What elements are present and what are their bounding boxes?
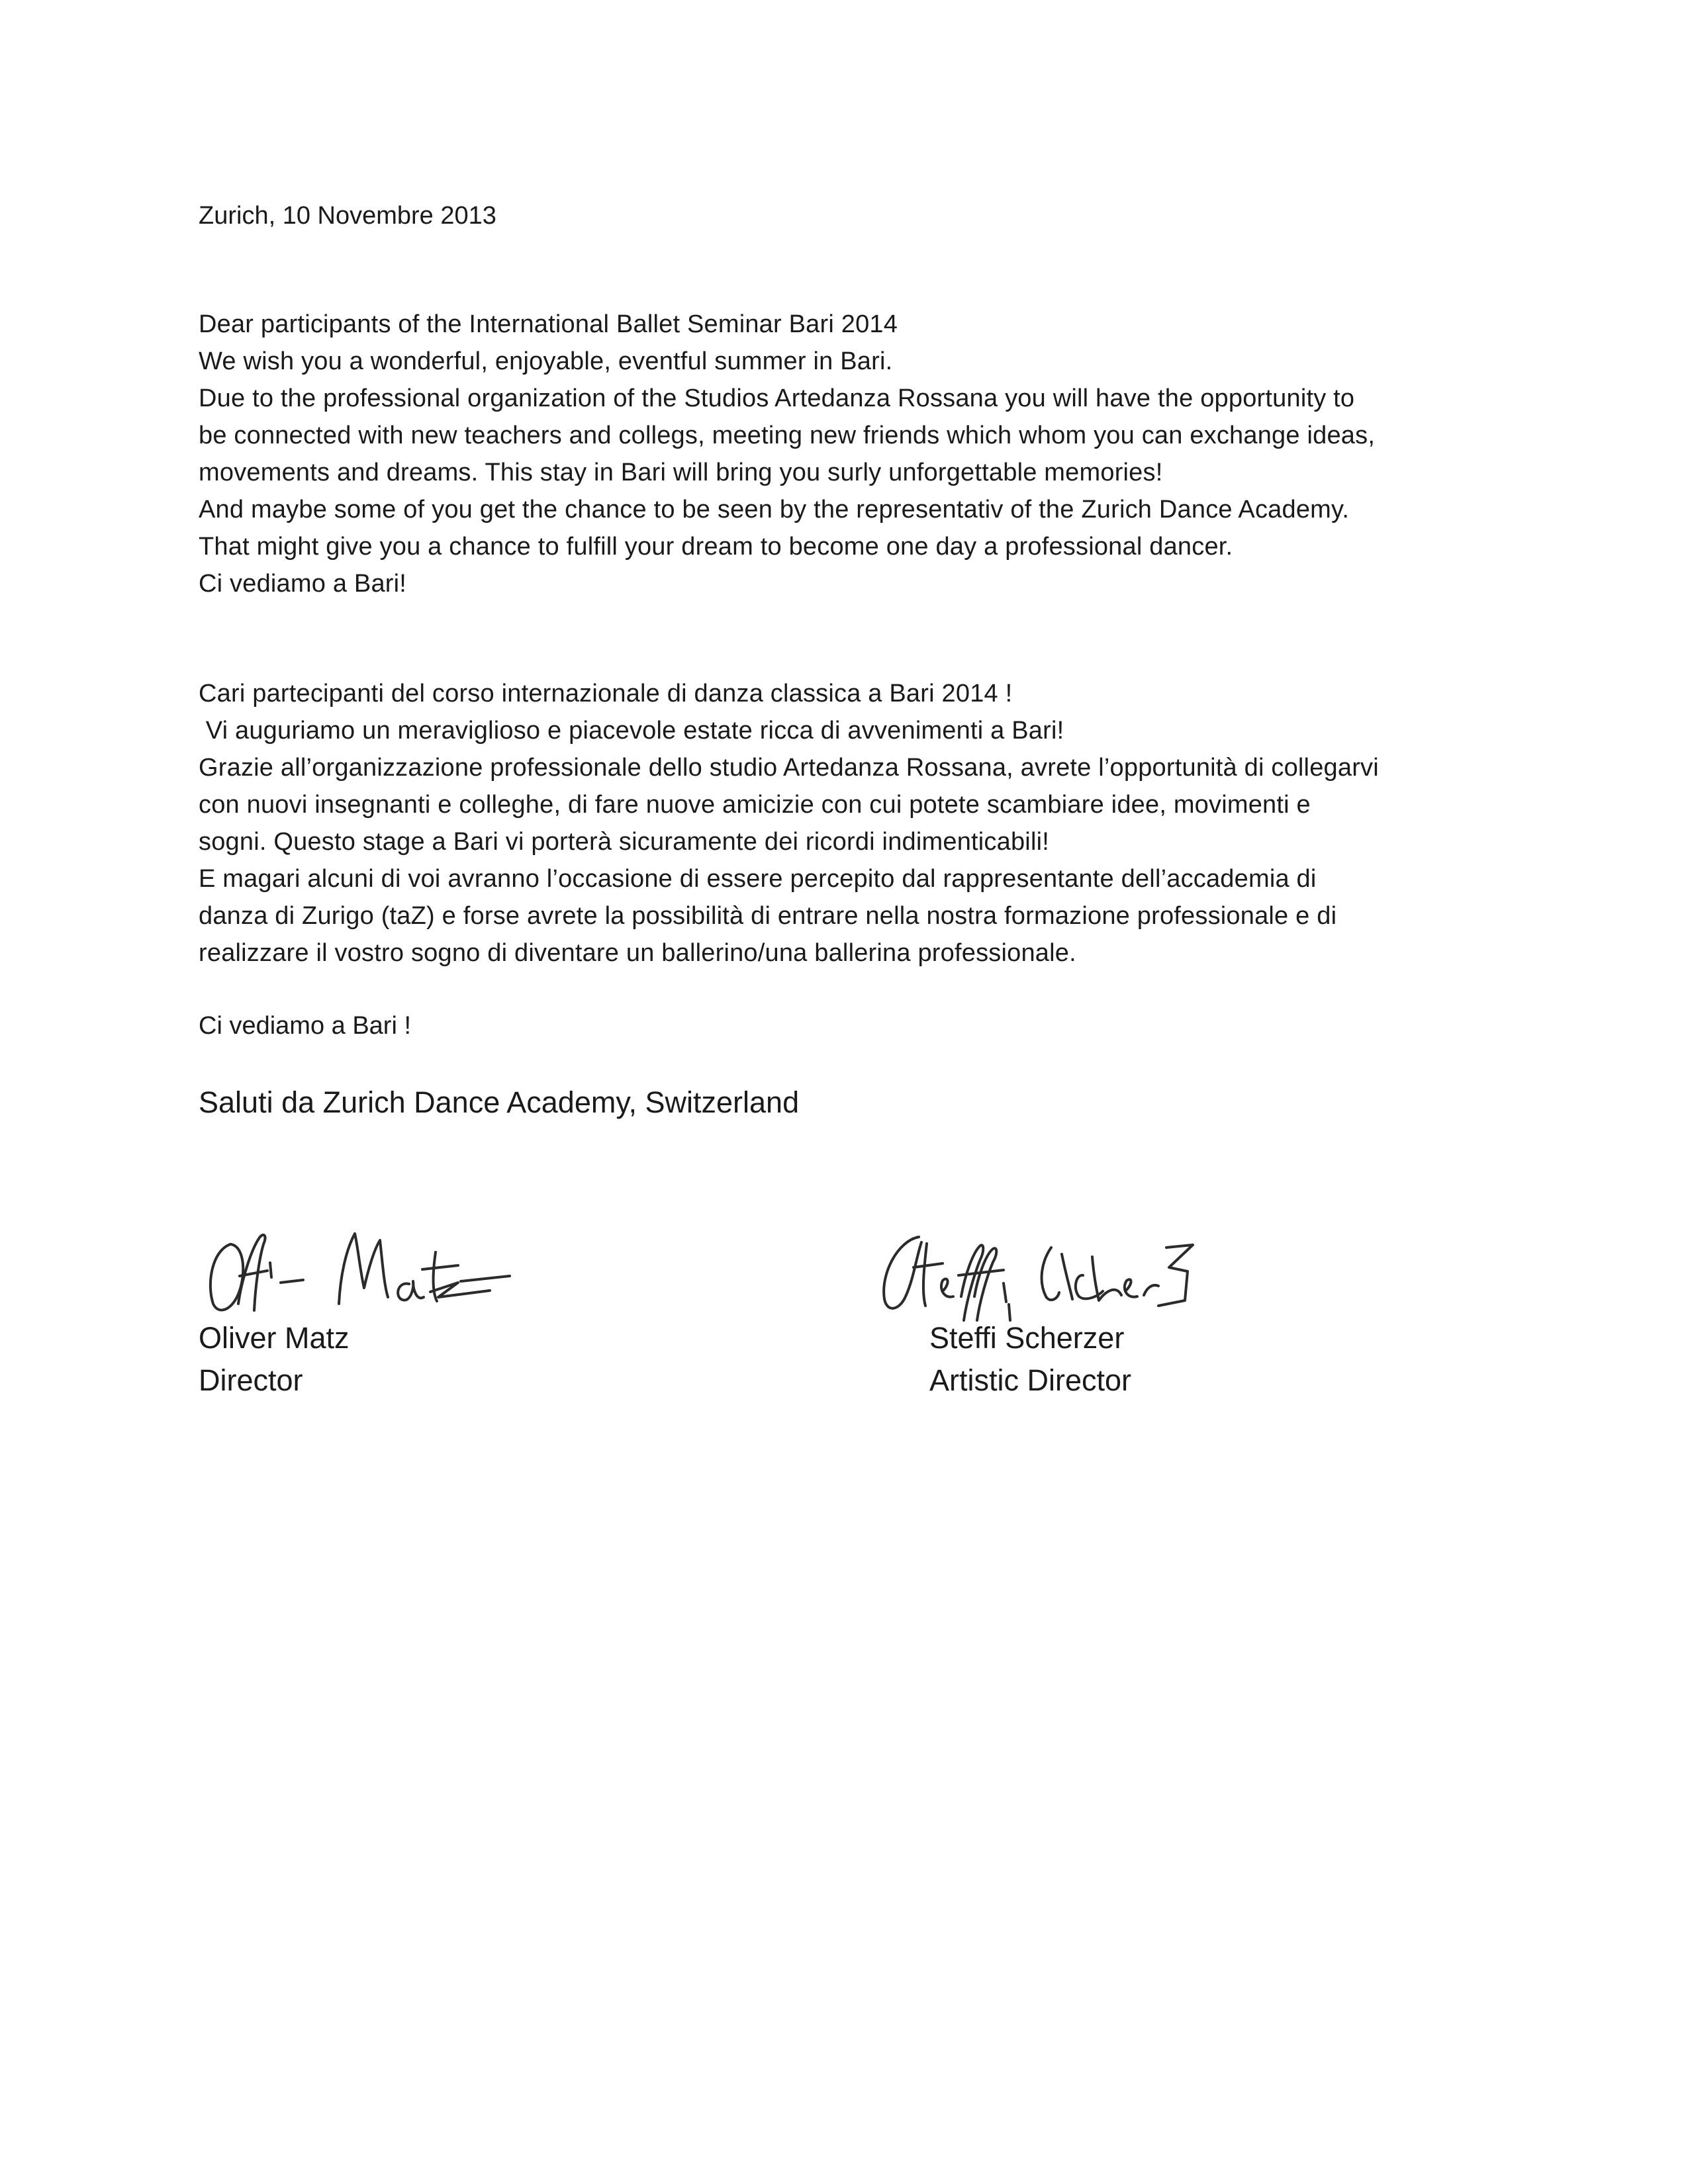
italian-paragraph xyxy=(199,675,1496,972)
italian-line: Cari partecipanti del corso internazionale di danza classica a Bari 2014 ! xyxy=(199,680,1013,707)
english-line: Ci vediamo a Bari! xyxy=(199,570,407,598)
greeting-line: Saluti da Zurich Dance Academy, Switzerland xyxy=(199,1085,800,1119)
signature-steffi-scherzer xyxy=(874,1228,1218,1327)
signatory-right xyxy=(929,1317,1131,1402)
english-line: We wish you a wonderful, enjoyable, eventful summer in Bari. xyxy=(199,347,893,375)
italian-line: E magari alcuni di voi avranno l’occasione di essere percepito dal rappresentante dell’accademia di xyxy=(199,865,1317,893)
closing-line: Ci vediamo a Bari ! xyxy=(199,1012,412,1040)
english-line: Dear participants of the International Ballet Seminar Bari 2014 xyxy=(199,310,898,338)
english-line: movements and dreams. This stay in Bari will bring you surly unforgettable memories! xyxy=(199,459,1163,486)
signatory-name: Steffi Scherzer xyxy=(929,1321,1125,1355)
english-line: be connected with new teachers and collegs, meeting new friends which whom you can exchange ideas, xyxy=(199,422,1376,449)
signature-oliver-matz xyxy=(199,1205,530,1324)
english-line: That might give you a chance to fulfill your dream to become one day a professional dancer. xyxy=(199,533,1233,561)
english-line: And maybe some of you get the chance to be seen by the representativ of the Zurich Dance Academy. xyxy=(199,496,1350,523)
italian-line: con nuovi insegnanti e colleghe, di fare nuove amicizie con cui potete scambiare idee, movimenti e xyxy=(199,791,1311,819)
italian-line: sogni. Questo stage a Bari vi porterà sicuramente dei ricordi indimenticabili! xyxy=(199,828,1049,856)
italian-line: realizzare il vostro sogno di diventare un ballerino/una ballerina professionale. xyxy=(199,939,1076,967)
date-line: Zurich, 10 Novembre 2013 xyxy=(199,202,496,230)
italian-line: Vi auguriamo un meraviglioso e piacevole estate ricca di avvenimenti a Bari! xyxy=(199,717,1064,745)
italian-line: Grazie all’organizzazione professionale dello studio Artedanza Rossana, avrete l’opportunità di collegarvi xyxy=(199,754,1379,782)
english-line: Due to the professional organization of the Studios Artedanza Rossana you will have the opportunity to xyxy=(199,385,1355,412)
signatory-name: Oliver Matz xyxy=(199,1321,350,1355)
italian-line: danza di Zurigo (taZ) e forse avrete la possibilità di entrare nella nostra formazione professionale e di xyxy=(199,902,1337,930)
english-paragraph xyxy=(199,306,1496,602)
signatory-title: Artistic Director xyxy=(929,1363,1132,1397)
signatory-left xyxy=(199,1317,350,1402)
signatory-title: Director xyxy=(199,1363,303,1397)
